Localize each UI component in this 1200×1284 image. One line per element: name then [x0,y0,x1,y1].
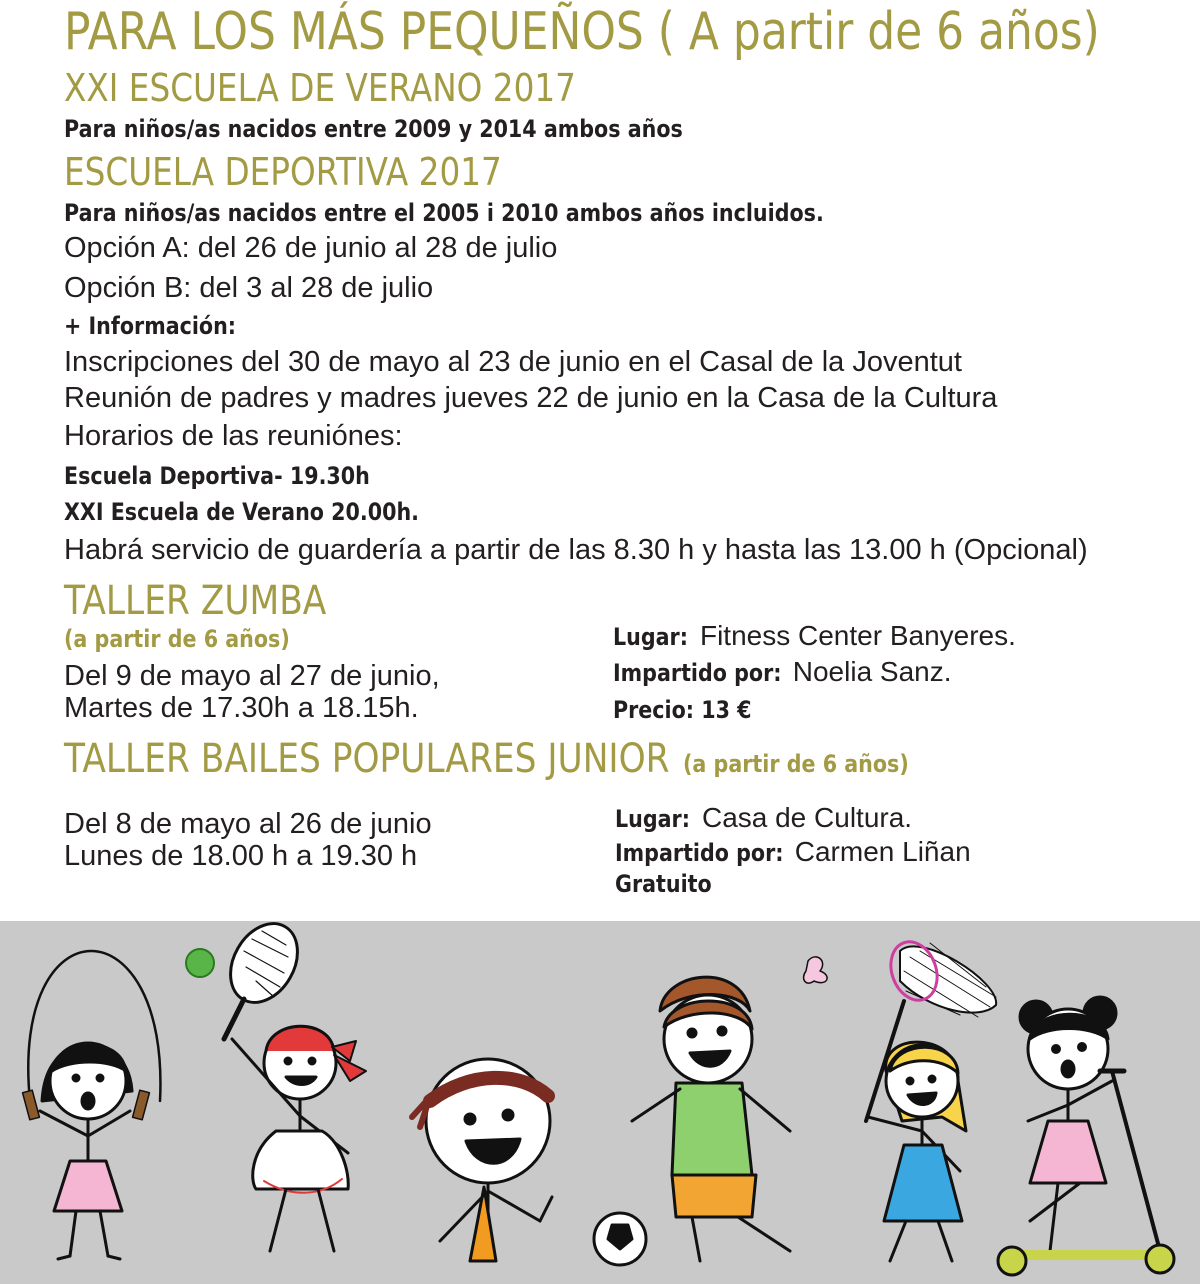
zumba-lugar-value: Fitness Center Banyeres. [699,620,1016,651]
bailes-impartido [615,836,971,868]
zumba-impartido [613,656,952,688]
guarderia: Habrá servicio de guardería a partir de las 8.30 h y hasta las 13.00 h (Opcional) [64,534,1088,566]
escuela-deportiva-ages: Para niños/as nacidos entre el 2005 i 2010 ambos años incluidos. [64,199,824,227]
zumba-schedule: Martes de 17.30h a 18.15h. [64,692,419,724]
inscripciones: Inscripciones del 30 de mayo al 23 de junio en el Casal de la Joventut [64,346,962,378]
kid-scooter [998,997,1174,1275]
bailes-lugar-label: Lugar: [615,805,690,833]
info-label: + Información: [64,312,237,340]
kids-illustration [0,921,1200,1284]
zumba-age: (a partir de 6 años) [64,625,290,653]
bailes-dates: Del 8 de mayo al 26 de junio [64,808,432,840]
escuela-deportiva-heading: ESCUELA DEPORTIVA 2017 [64,150,502,194]
bailes-schedule: Lunes de 18.00 h a 19.30 h [64,840,418,872]
opcion-a: Opción A: del 26 de junio al 28 de julio [64,232,558,264]
kids-drawing [0,921,1200,1284]
kid-net [866,935,996,1261]
horario-verano: XXI Escuela de Verano 20.00h. [64,498,419,526]
kid-jump-rope [23,951,161,1259]
bailes-precio: Gratuito [615,870,712,898]
reunion: Reunión de padres y madres jueves 22 de junio en la Casa de la Cultura [64,382,998,414]
horario-deportiva: Escuela Deportiva- 19.30h [64,462,370,490]
zumba-dates: Del 9 de mayo al 27 de junio, [64,660,440,692]
page-title: PARA LOS MÁS PEQUEÑOS ( A partir de 6 años) [64,2,1100,62]
escuela-verano-ages: Para niños/as nacidos entre 2009 y 2014 ambos años [64,115,683,143]
bailes-age: (a partir de 6 años) [682,750,909,778]
zumba-lugar-label: Lugar: [613,623,688,651]
bailes-impartido-label: Impartido por: [615,839,784,867]
escuela-verano-heading: XXI ESCUELA DE VERANO 2017 [64,66,576,110]
bailes-heading: TALLER BAILES POPULARES JUNIOR [64,736,670,782]
zumba-impartido-value: Noelia Sanz. [792,656,952,687]
opcion-b: Opción B: del 3 al 28 de julio [64,272,434,304]
horarios: Horarios de las reuniónes: [64,420,403,452]
bailes-lugar-value: Casa de Cultura. [701,802,913,833]
bailes-lugar [615,802,912,834]
bailes-impartido-value: Carmen Liñan [794,836,971,867]
zumba-precio: Precio: 13 € [613,696,752,724]
zumba-lugar [613,620,1016,652]
kid-football [594,957,827,1265]
zumba-heading: TALLER ZUMBA [64,578,327,624]
zumba-impartido-label: Impartido por: [613,659,782,687]
bailes-heading-row [64,736,945,782]
kid-headband [412,1059,552,1261]
kid-tennis [186,921,366,1251]
